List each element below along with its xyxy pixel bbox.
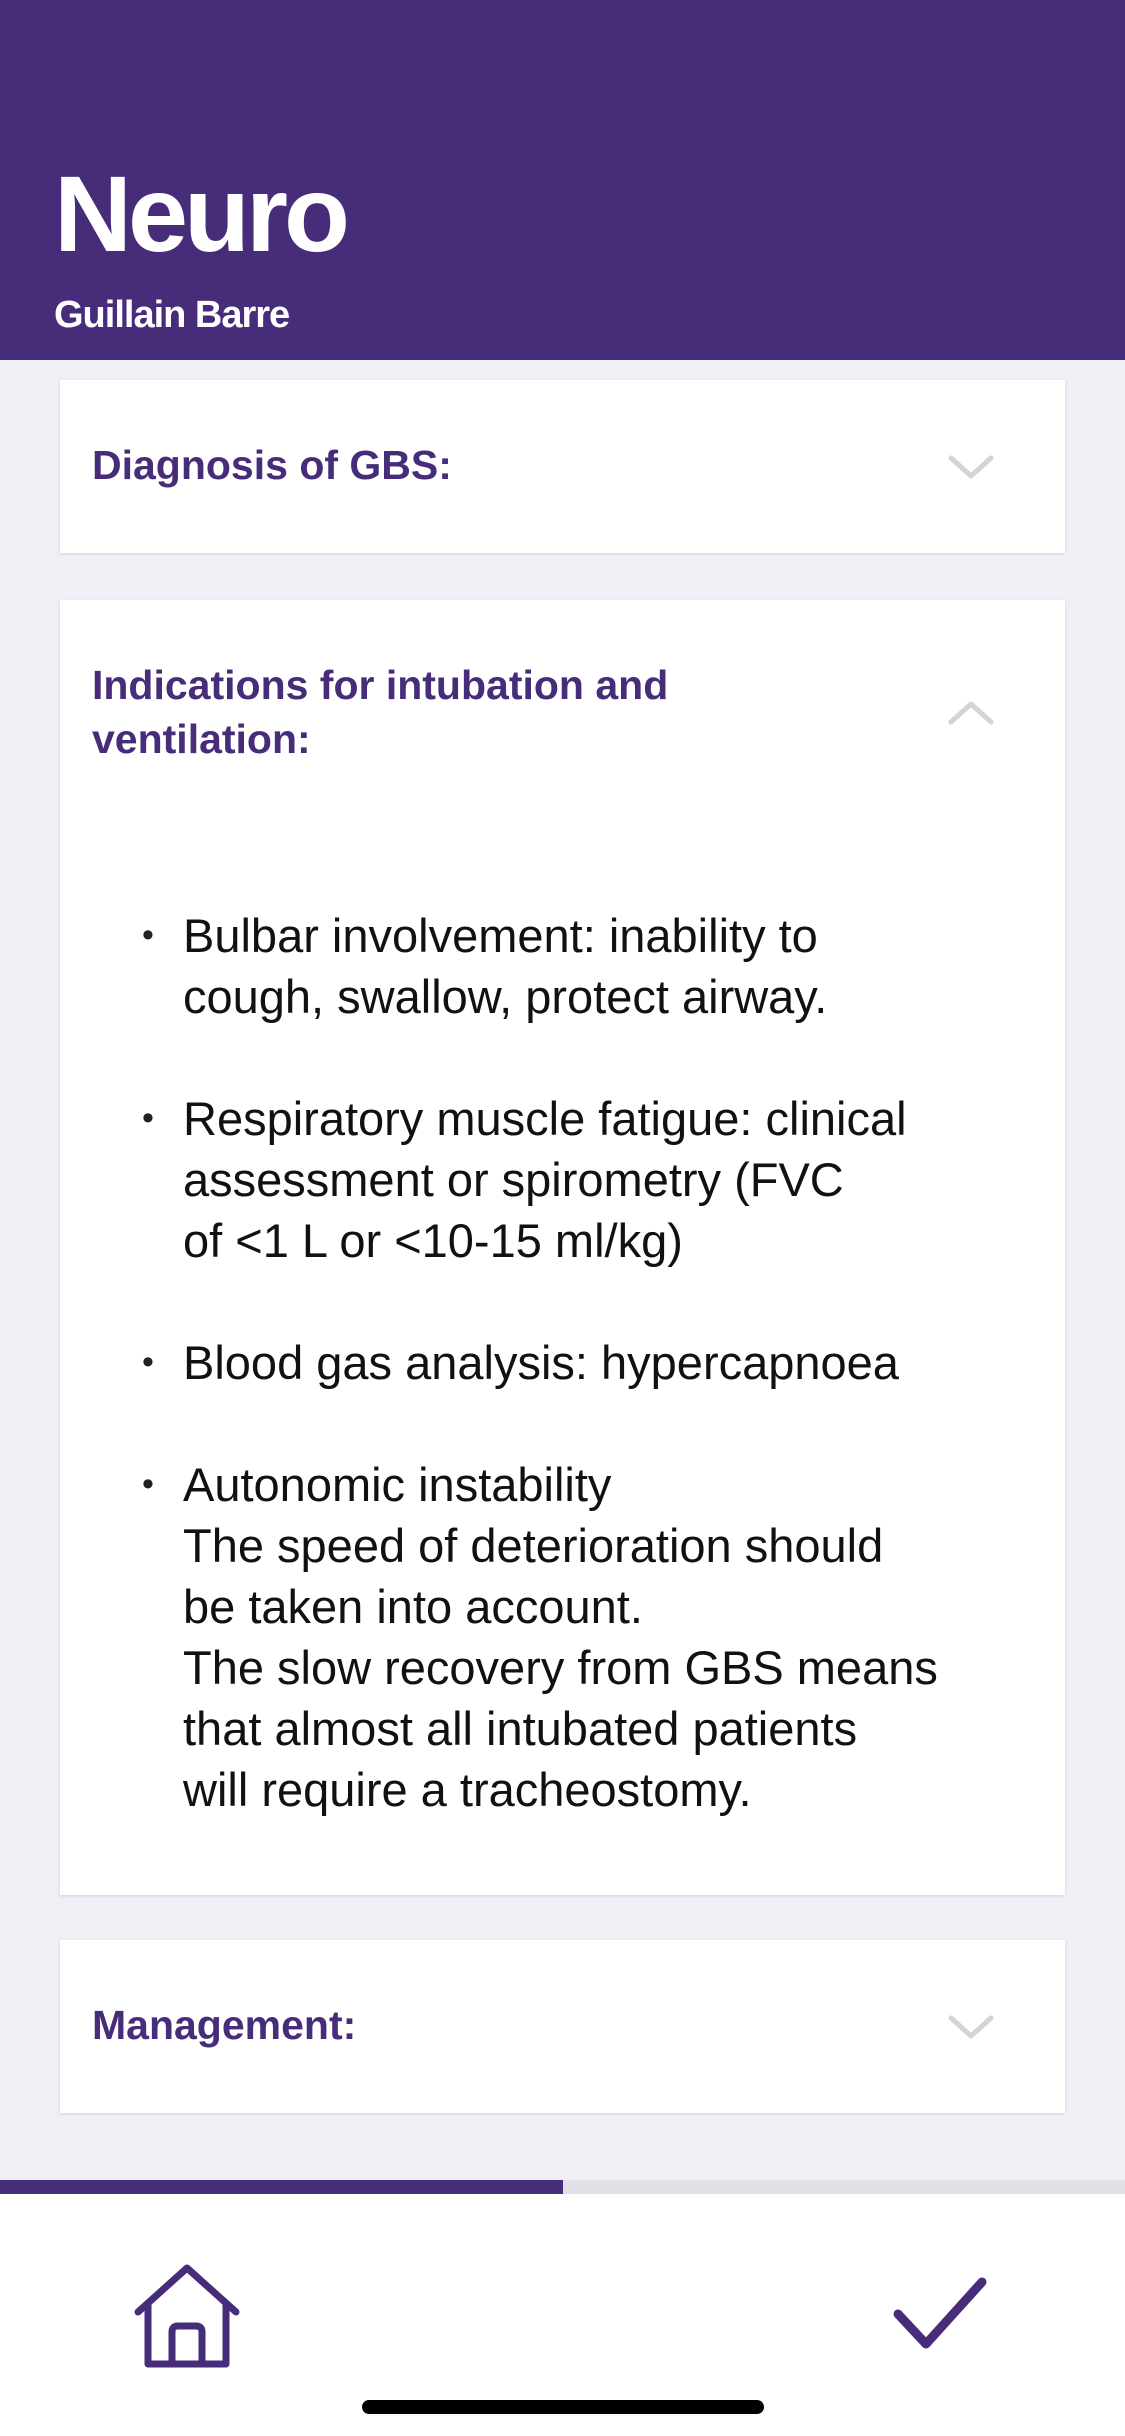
chevron-up-icon (947, 698, 995, 728)
bullet-text: Blood gas analysis: hypercapnoea (183, 1336, 899, 1389)
bullet-text: The slow recovery from GBS means (183, 1641, 938, 1694)
bullet-dot: • (142, 1099, 154, 1137)
chevron-down-icon (947, 2012, 995, 2042)
bullet-text: will require a tracheostomy. (183, 1763, 752, 1816)
section-title-line: ventilation: (92, 716, 311, 762)
bullet-text: Bulbar involvement: inability to (183, 909, 818, 962)
section-header[interactable] (60, 600, 1065, 800)
list-item (60, 1332, 1065, 1393)
done-button[interactable] (890, 2274, 990, 2354)
progress-fill (0, 2180, 563, 2194)
bullet-text: be taken into account. (183, 1580, 643, 1633)
list-item (60, 905, 1065, 1027)
page-subtitle: Guillain Barre (54, 294, 290, 336)
section-title-line: Indications for intubation and (92, 662, 669, 708)
section-title: Management: (92, 2002, 357, 2048)
accordion-section-intubation (60, 600, 1065, 1895)
home-icon (132, 2260, 242, 2370)
accordion-section-management[interactable] (60, 1940, 1065, 2113)
page-title: Neuro (54, 153, 347, 274)
bullet-text: Autonomic instability (183, 1458, 612, 1511)
checkmark-icon (890, 2274, 990, 2354)
bullet-text: assessment or spirometry (FVC (183, 1153, 844, 1206)
chevron-down-icon (947, 452, 995, 482)
app-header (0, 0, 1125, 360)
bullet-text: that almost all intubated patients (183, 1702, 858, 1755)
home-indicator (362, 2400, 764, 2414)
home-button[interactable] (132, 2260, 242, 2370)
bullet-text: of <1 L or <10-15 ml/kg) (183, 1214, 683, 1267)
bullet-text: The speed of deterioration should (183, 1519, 884, 1572)
accordion-section-diagnosis[interactable] (60, 380, 1065, 553)
section-title: Diagnosis of GBS: (92, 442, 452, 488)
bullet-dot: • (142, 1343, 154, 1381)
bullet-list (60, 905, 1065, 1881)
list-item (60, 1088, 1065, 1271)
bullet-dot: • (142, 1465, 154, 1503)
list-item (60, 1454, 1065, 1820)
progress-bar (0, 2180, 1125, 2194)
bullet-text: cough, swallow, protect airway. (183, 970, 828, 1023)
bullet-text: Respiratory muscle fatigue: clinical (183, 1092, 907, 1145)
bullet-dot: • (142, 916, 154, 954)
section-title (92, 658, 668, 766)
